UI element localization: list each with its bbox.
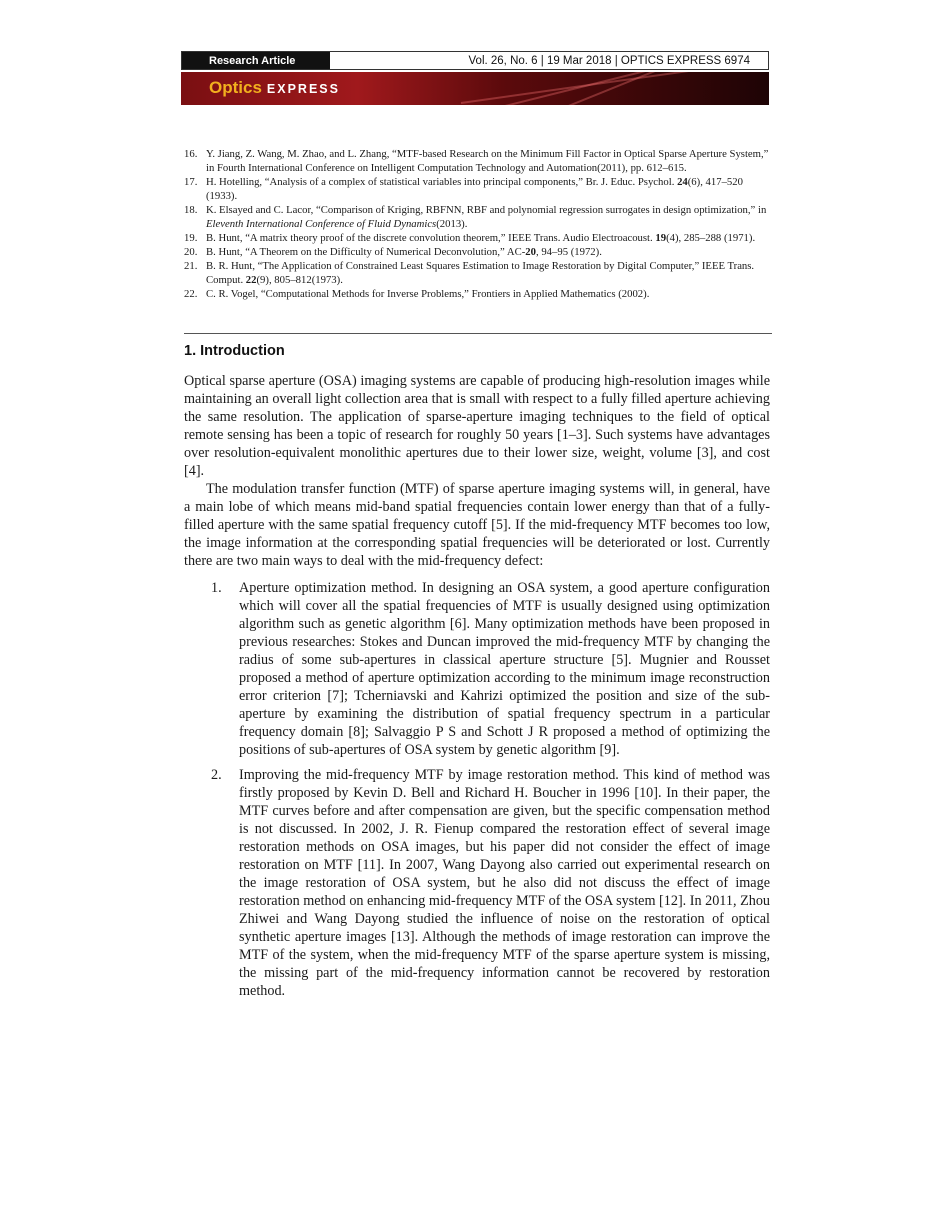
list-item-text: Improving the mid-frequency MTF by image restoration method. This kind of method was firstly proposed by Kevin D. Bell and Richard H. Boucher in 1996 [10]. In their paper, the MTF curves before and after compensation are given, but the specific compensation method is not discussed. In 2002, J. R. Fienup compared the restoration effect of several image restoration methods on OSA images, but his paper did not consider the effect of image restoration on MTF [11]. In 2007, Wang Dayong also carried out experimental research on the image restoration of OSA system, but he also did not discuss the effect of image restoration method on enhancing mid-frequency MTF of the OSA system [12]. In 2011, Zhou Zhiwei and Wang Dayong studied the influence of noise on the restoration of optical synthetic aperture images [13]. Although the methods of image restoration can improve the MTF of the system, when the mid-frequency MTF of the sparse aperture system is missing, the missing part of the mid-frequency information cannot be recovered by restoration method. [239, 767, 771, 999]
reference-number: 19. [184, 232, 198, 244]
reference-venue: Eleventh International Conference of Fluid Dynamics [206, 218, 437, 230]
reference-item [184, 175, 772, 203]
reference-number: 20. [184, 246, 198, 258]
paragraph: The modulation transfer function (MTF) of sparse aperture imaging systems will, in general, have a main lobe of which means mid-band spatial frequencies contain lower energy than that of a fully-filled aperture with the same spatial frequency cutoff [5]. If the mid-frequency MTF becomes too low, the image information at the corresponding spatial frequencies will be deteriorated or lost. Currently there are two main ways to deal with the mid-frequency defect: [184, 481, 770, 569]
reference-text: B. Hunt, “A Theorem on the Difficulty of Numerical Deconvolution,” AC- [206, 246, 526, 258]
section-body [184, 372, 770, 1007]
reference-item [184, 203, 772, 231]
reference-volume: 22 [245, 274, 257, 286]
reference-item [184, 287, 772, 301]
journal-logo [209, 78, 340, 98]
list-item [184, 766, 770, 1000]
reference-number: 18. [184, 204, 198, 216]
reference-text-tail: (9), 805–812(1973). [256, 274, 343, 286]
reference-volume: 24 [677, 176, 688, 188]
reference-text: Y. Jiang, Z. Wang, M. Zhao, and L. Zhang, “MTF-based Research on the Minimum Fill Factor in Optical Sparse Aperture System,” in Fourth International Conference on Intelligent Computation Technology and Automation(2011), pp. 612–615. [206, 148, 769, 174]
numbered-list [184, 579, 770, 1000]
reference-number: 16. [184, 148, 198, 160]
list-item-number: 1. [211, 580, 222, 596]
reference-number: 17. [184, 176, 198, 188]
journal-banner [181, 72, 769, 105]
volume-info: Vol. 26, No. 6 | 19 Mar 2018 | OPTICS EXPRESS 6974 [468, 55, 750, 67]
reference-text: C. R. Vogel, “Computational Methods for Inverse Problems,” Frontiers in Applied Mathematics (2002). [206, 288, 650, 300]
reference-text: H. Hotelling, “Analysis of a complex of statistical variables into principal components,” Br. J. Educ. Psychol. [206, 176, 678, 188]
paragraph: Optical sparse aperture (OSA) imaging systems are capable of producing high-resolution images while maintaining an overall light collection area that is small with respect to a fully filled aperture achieving the same resolution. The application of sparse-aperture imaging techniques to the field of optical remote sensing has been a topic of research for roughly 50 years [1–3]. Such systems have advantages over resolution-equivalent monolithic apertures due to their lower size, weight, volume [3], and cost [4]. [184, 373, 770, 479]
reference-item [184, 147, 772, 175]
reference-text-tail: , 94–95 (1972). [535, 246, 602, 258]
list-item [184, 579, 770, 759]
reference-item [184, 245, 772, 259]
reference-number: 22. [184, 288, 198, 300]
reference-item [184, 259, 772, 287]
list-item-text: Aperture optimization method. In designing an OSA system, a good aperture configuration which will cover all the spatial frequencies of MTF is usually designed using optimization algorithm such as genetic algorithm [6]. Many optimization methods have been proposed in previous researches: Stokes and Duncan improved the mid-frequency MTF by changing the radius of some sub-apertures in classical aperture structure [5]. Mugnier and Rousset proposed a method of aperture optimization according to the minimum image reconstruction error criterion [7]; Tcherniavski and Kahrizi optimized the position and size of the sub-aperture by examining the distribution of spatial frequency spectrum in a particular frequency domain [8]; Salvaggio P S and Schott J R proposed a method of optimizing the positions of sub-apertures of OSA system by genetic algorithm [9]. [239, 580, 770, 758]
reference-item [184, 231, 772, 245]
reference-text: B. Hunt, “A matrix theory proof of the discrete convolution theorem,” IEEE Trans. Audio Electroacoust. [206, 232, 656, 244]
reference-text-tail: (6), 417–520 (1933). [206, 176, 743, 202]
section-heading: 1. Introduction [184, 343, 285, 359]
article-type-label: Research Article [182, 52, 330, 69]
reference-text: K. Elsayed and C. Lacor, “Comparison of Kriging, RBFNN, RBF and polynomial regression surrogates in design optimization,” in [206, 204, 767, 216]
logo-sub: EXPRESS [266, 82, 340, 96]
reference-volume: 20 [525, 246, 536, 258]
reference-list [184, 147, 772, 301]
reference-text-tail: (4), 285–288 (1971). [666, 232, 756, 244]
reference-text-tail: (2013). [436, 218, 468, 230]
reference-number: 21. [184, 260, 198, 272]
reference-volume: 19 [655, 232, 667, 244]
list-item-number: 2. [211, 767, 222, 783]
references-divider [184, 333, 772, 334]
logo-main: Optics [209, 78, 262, 97]
reference-text: B. R. Hunt, “The Application of Constrained Least Squares Estimation to Image Restoration by Digital Computer,” IEEE Trans. Comput. [206, 260, 755, 286]
journal-header-bar [181, 51, 769, 70]
